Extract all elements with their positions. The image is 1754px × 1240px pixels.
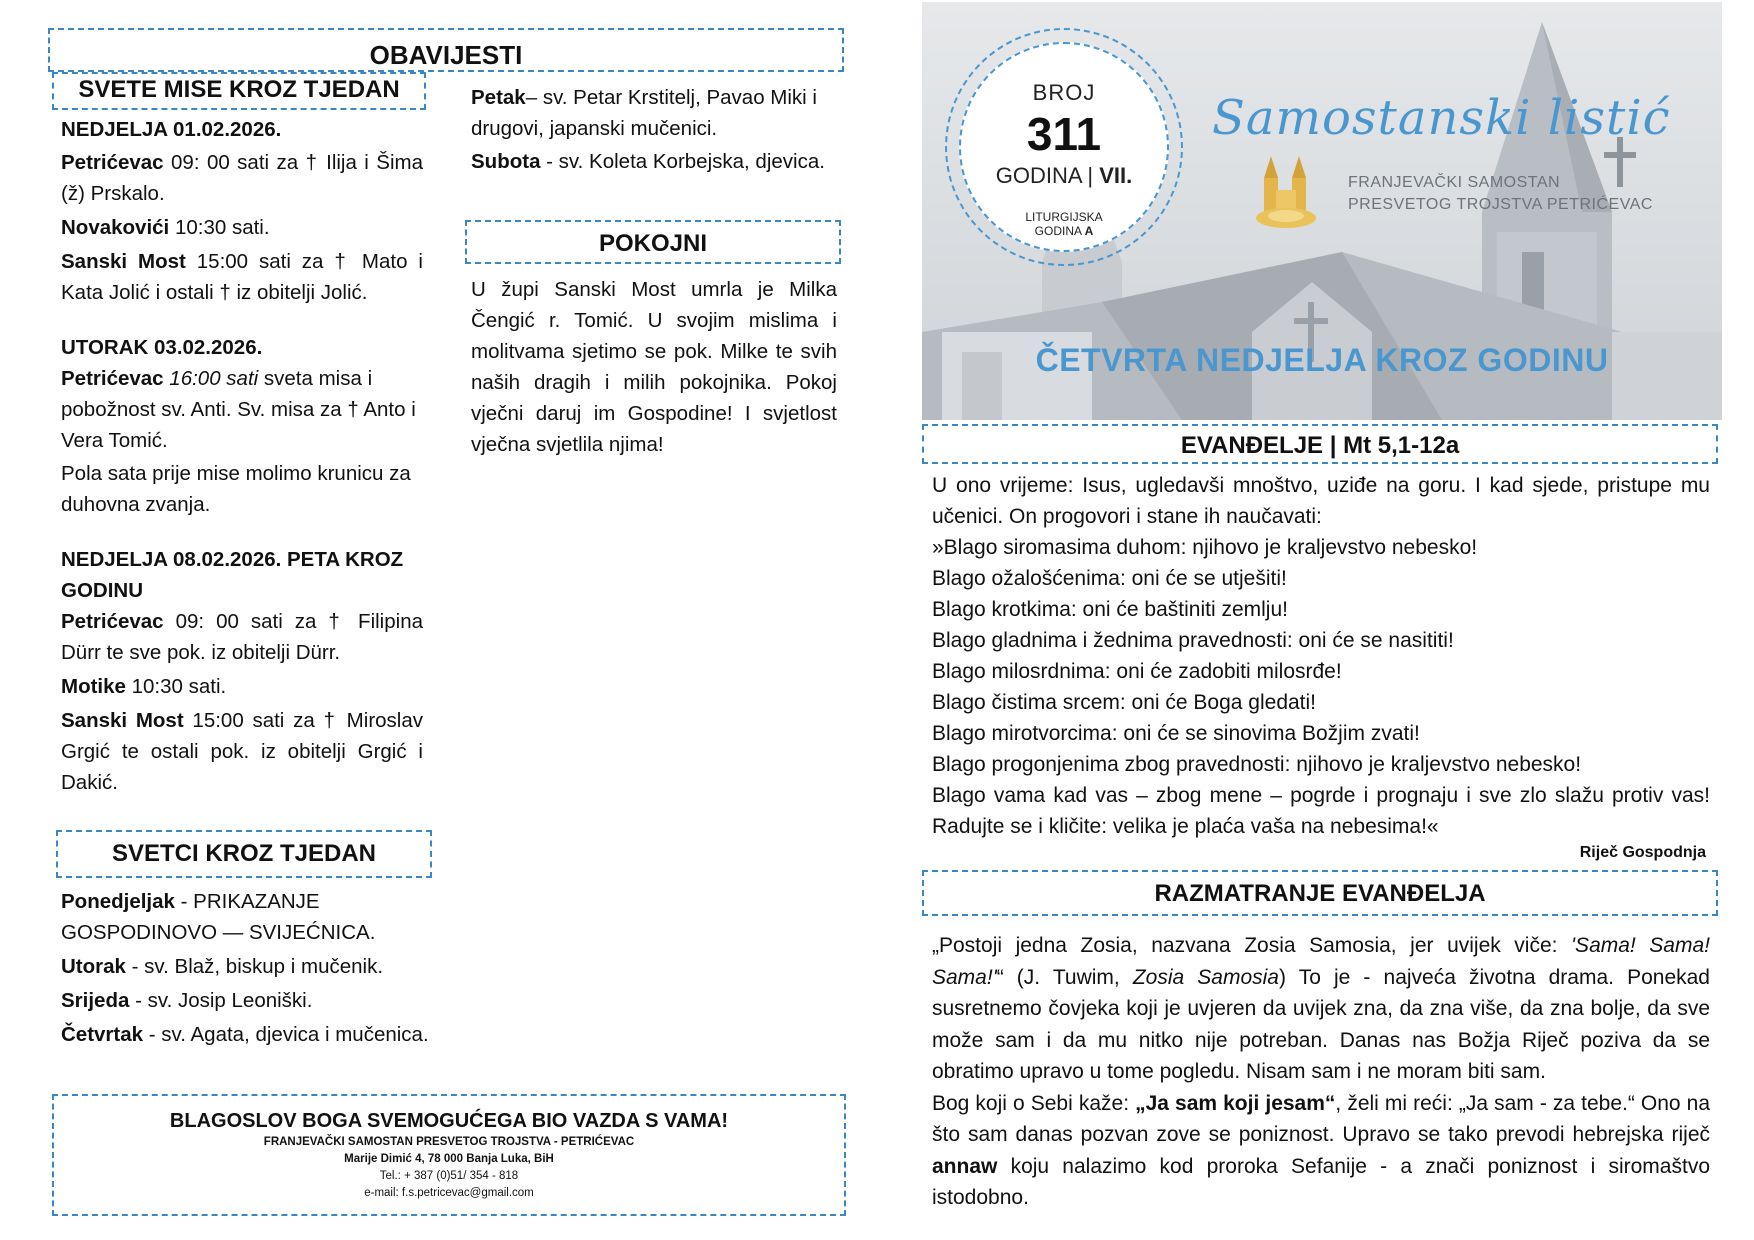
liturgical-year-label: GODINA [1034,224,1085,238]
reflection-paragraph [932,1088,1710,1214]
reflection-quote: 'Sama! Sama! Sama!' [932,934,1710,989]
footer-tel: Tel.: + 387 (0)51/ 354 - 818 [379,1170,519,1182]
mise-entry [61,363,423,456]
mise-content [61,114,423,798]
mise-text: sveta misa i pobožnost sv. Anti. Sv. misa za † Anto i Vera Tomić. [61,367,416,452]
gospel-title: EVANĐELJE | Mt 5,1-12a [1180,432,1460,459]
gospel-line: Blago ožalošćenima: oni će se utješiti! [932,567,1287,590]
mise-text: 15:00 sati za † Mato i Kata Jolić i ostali † iz obitelji Jolić. [61,250,423,304]
gospel-line: Blago milosrdnima: oni će zadobiti milosrđe! [932,660,1342,683]
issue-label: BROJ [1032,80,1096,105]
mise-place: Petrićevac [61,610,164,633]
gospel-line: Blago progonjenima zbog pravednosti: njihovo je kraljevstvo nebesko! [932,753,1582,776]
svetci-day: Utorak [61,955,126,978]
mise-place: Petrićevac [61,367,164,390]
mise-place: Sanski Most [61,709,184,732]
church-logo-icon [1252,150,1324,230]
svetci-day: Subota [471,150,541,173]
footer-org: FRANJEVAČKI SAMOSTAN PRESVETOG TROJSTVA - PETRIĆEVAC [263,1136,635,1148]
issue-info [959,80,1169,238]
sunday-headline: ČETVRTA NEDJELJA KROZ GODINU [1035,342,1609,378]
reflection-span: koju nalazimo kod proroka Sefanije - a znači poniznost i siromaštvo istodobno. [932,1154,1710,1209]
issue-year [959,162,1169,190]
svetci-item [61,985,433,1016]
mise-entry [61,705,423,798]
mise-entry [61,147,423,209]
svetci-item [61,951,433,982]
svetci-list [61,886,433,1050]
liturgical-year [959,224,1169,238]
gospel-line: Blago gladnima i žednima pravednosti: oni će se nasititi! [932,629,1454,652]
reflection-work-title: Zosia Samosia [1132,965,1279,989]
footer-email: e-mail: f.s.petricevac@gmail.com [364,1187,534,1199]
cover-subtitle [1348,172,1653,216]
reflection-paragraph [932,930,1710,1088]
issue-number: 311 [1026,108,1102,160]
footer-content [52,1108,846,1202]
reflection-span: ) To je - najveća životna drama. Ponekad susretnemo čovjeka koji je uvjeren da uvijek zna, da zna više, da zna bolje, da sve može sam i da mu nitko nije potreban. Danas nas Božja Riječ poziva da se obratimo upravo u tome pogledu. Nisam sam i ne moram biti sam. [932,965,1710,1083]
mise-place: Petrićevac [61,151,164,174]
mise-time: 16:00 sati [169,367,259,390]
svetci-text: - sv. Josip Leoniški. [129,989,313,1012]
svetci-text: - sv. Koleta Korbejska, djevica. [540,150,825,173]
mise-text: 10:30 sati. [169,216,270,239]
pokojni-text: U župi Sanski Most umrla je Milka Čengić r. Tomić. U svojim mislima i molitvama sjetimo se pok. Milke te svih naših dragih i milih pokojnika. Pokoj vječni daruj im Gospodine! I svjetlost vječna svjetlila njima! [471,278,837,456]
gospel-signature: Riječ Gospodnja [1579,844,1706,861]
reflection-hebrew-word: annaw [932,1154,998,1178]
reflection-bold-quote: „Ja sam koji jesam“ [1135,1091,1336,1115]
gospel-closing: Blago vama kad vas – zbog mene – pogrde i prognaju i sve zlo slažu protiv vas! Radujte se i kličite: velika je plaća vaša na nebesima!« [932,784,1710,838]
reflection-span: Bog koji o Sebi kaže: [932,1091,1136,1115]
svetci-text: - PRIKAZANJE GOSPODINOVO — SVIJEĆNICA. [61,890,376,944]
pokojni-title: POKOJNI [598,230,708,257]
cover-subtitle-line2: PRESVETOG TROJSTVA PETRIĆEVAC [1348,196,1653,213]
reflection-span: „Postoji jedna Zosia, nazvana Zosia Samosia, jer uvijek viče: [932,934,1572,957]
reflection-span: “ (J. Tuwim, [996,965,1133,989]
gospel-intro: U ono vrijeme: Isus, ugledavši mnoštvo, uziđe na goru. I kad sjede, pristupe mu učenici. On progovori i stane ih naučavati: [932,474,1710,528]
footer-blessing: BLAGOSLOV BOGA SVEMOGUĆEGA BIO VAZDA S VAMA! [169,1110,729,1132]
footer-address: Marije Dimić 4, 78 000 Banja Luka, BiH [344,1153,554,1165]
gospel-line: Blago čistima srcem: oni će Boga gledati! [932,691,1317,714]
svetci-text: - sv. Agata, djevica i mučenica. [143,1023,429,1046]
gospel-line: »Blago siromasima duhom: njihovo je kraljevstvo nebesko! [932,536,1478,559]
gospel-line: Blago krotkima: oni će baštiniti zemlju! [932,598,1288,621]
mise-entry [61,246,423,308]
mise-text: 09: 00 sati za † Filipina Dürr te sve pok. iz obitelji Dürr. [61,610,423,664]
issue-year-label: GODINA | [995,163,1100,188]
svetci-day: Srijeda [61,989,130,1012]
svetci-item [61,886,433,948]
mise-text: 15:00 sati za † Miroslav Grgić te ostali pok. iz obitelji Grgić i Dakić. [61,709,423,794]
svetci-text: – sv. Petar Krstitelj, Pavao Miki i drugovi, japanski mučenici. [471,86,817,140]
mise-entry [61,671,423,702]
mise-place: Sanski Most [61,250,186,273]
liturgical-label: LITURGIJSKA [1025,210,1103,224]
mise-text: 09: 00 sati za † Ilija i Šima (ž) Prskalo. [61,151,423,205]
mise-day-heading: UTORAK 03.02.2026. [61,336,263,359]
svetci-day: Ponedjeljak [61,890,175,913]
mise-place: Motike [61,675,126,698]
mise-place: Novakovići [61,216,170,239]
mise-day-heading: NEDJELJA 01.02.2026. [61,118,282,141]
gospel-line: Blago mirotvorcima: oni će se sinovima Božjim zvati! [932,722,1420,745]
liturgical-year-letter: A [1084,224,1094,238]
logo-title: Samostanski listić [1212,90,1671,146]
reflection-text [932,930,1710,1214]
svetci-day: Četvrtak [61,1023,144,1046]
svetci-day: Petak [471,86,526,109]
svetci-item [61,1019,433,1050]
svetci-title: SVETCI KROZ TJEDAN [111,840,377,867]
reflection-title: RAZMATRANJE EVANĐELJA [1154,880,1486,907]
reflection-span: , želi mi reći: „Ja sam - za tebe.“ Ono na što sam danas pozvan zove se poniznost. Upravo se tako prevodi hebrejska riječ [932,1091,1711,1146]
mise-text: 10:30 sati. [125,675,227,698]
mise-entry [61,212,423,243]
svetci-item [471,146,835,177]
issue-year-value: VII. [1099,163,1133,188]
mise-day-heading: NEDJELJA 08.02.2026. PETA KROZ GODINU [61,548,404,602]
mise-entry [61,458,423,520]
mise-title: SVETE MISE KROZ TJEDAN [78,76,400,103]
svetci-list-continued [471,82,835,177]
mise-entry [61,606,423,668]
cover-subtitle-line1: FRANJEVAČKI SAMOSTAN [1348,174,1561,191]
svetci-text: - sv. Blaž, biskup i mučenik. [125,955,384,978]
gospel-text [932,470,1710,864]
obavijesti-title: OBAVIJESTI [369,40,523,70]
svetci-item [471,82,835,144]
mise-text: Pola sata prije mise molimo krunicu za duhovna zvanja. [61,462,411,516]
